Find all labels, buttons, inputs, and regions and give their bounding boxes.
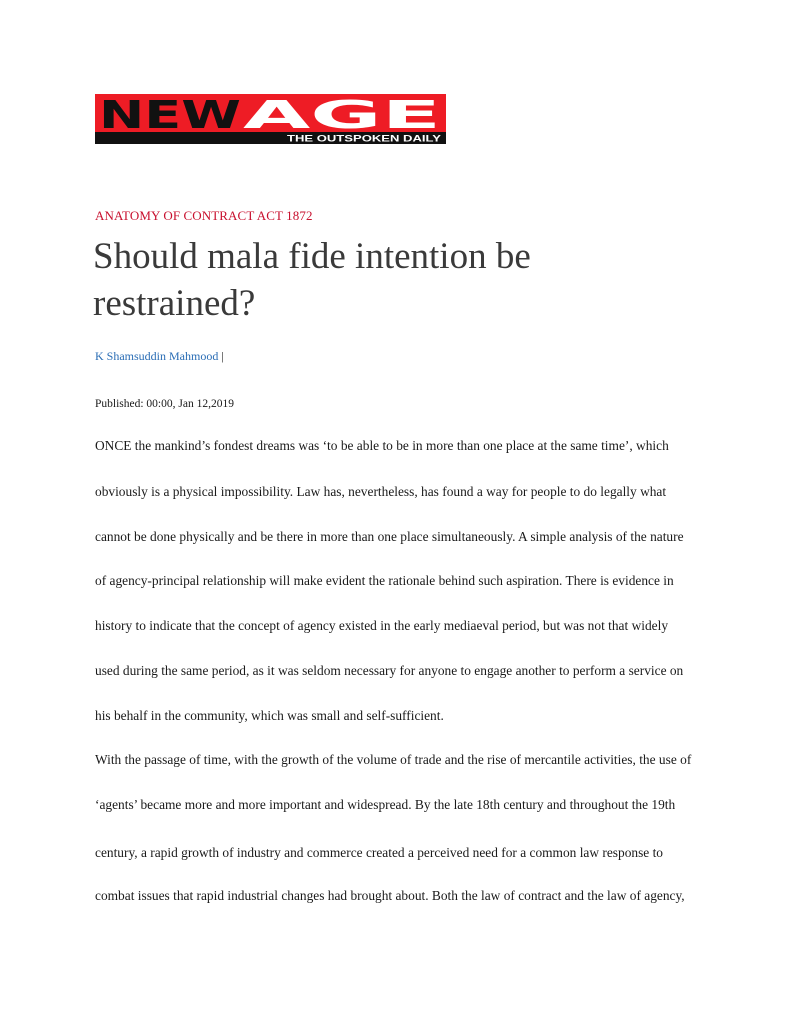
body-line: of agency-principal relationship will make evident the rationale behind such aspiration. There is evidence in bbox=[95, 573, 674, 588]
body-line: combat issues that rapid industrial changes had brought about. Both the law of contract and the law of agency, bbox=[95, 888, 685, 903]
body-line: ONCE the mankind’s fondest dreams was ‘to be able to be in more than one place at the same time’, which bbox=[95, 438, 669, 453]
logo-word-age: AGE bbox=[243, 94, 441, 137]
logo-tagline: THE OUTSPOKEN DAILY bbox=[287, 133, 442, 144]
body-line: history to indicate that the concept of agency existed in the early mediaeval period, but was not that widely bbox=[95, 618, 669, 633]
published-date: Published: 00:00, Jan 12,2019 bbox=[95, 398, 234, 410]
body-line: century, a rapid growth of industry and commerce created a perceived need for a common law response to bbox=[95, 845, 664, 860]
headline-line-2: restrained? bbox=[93, 283, 256, 324]
article-headline bbox=[93, 233, 653, 327]
body-line: his behalf in the community, which was small and self-sufficient. bbox=[95, 708, 444, 723]
body-line: obviously is a physical impossibility. Law has, nevertheless, has found a way for people to do legally what bbox=[95, 484, 667, 499]
body-line: With the passage of time, with the growth of the volume of trade and the rise of mercantile activities, the use of bbox=[95, 752, 692, 767]
newage-logo-graphic bbox=[95, 94, 446, 144]
headline-line-1: Should mala fide intention be bbox=[93, 236, 531, 277]
body-line: ‘agents’ became more and more important and widespread. By the late 18th century and throughout the 19th bbox=[95, 797, 676, 812]
body-line: used during the same period, as it was seldom necessary for anyone to engage another to perform a service on bbox=[95, 663, 684, 678]
logo-word-new: NEW bbox=[99, 94, 241, 137]
author-link[interactable]: K Shamsuddin Mahmood bbox=[95, 349, 219, 363]
body-line: cannot be done physically and be there in more than one place simultaneously. A simple analysis of the nature bbox=[95, 529, 684, 544]
newage-logo bbox=[95, 94, 446, 144]
byline bbox=[95, 349, 224, 364]
section-label[interactable]: ANATOMY OF CONTRACT ACT 1872 bbox=[95, 208, 313, 223]
byline-separator: | bbox=[221, 349, 224, 363]
